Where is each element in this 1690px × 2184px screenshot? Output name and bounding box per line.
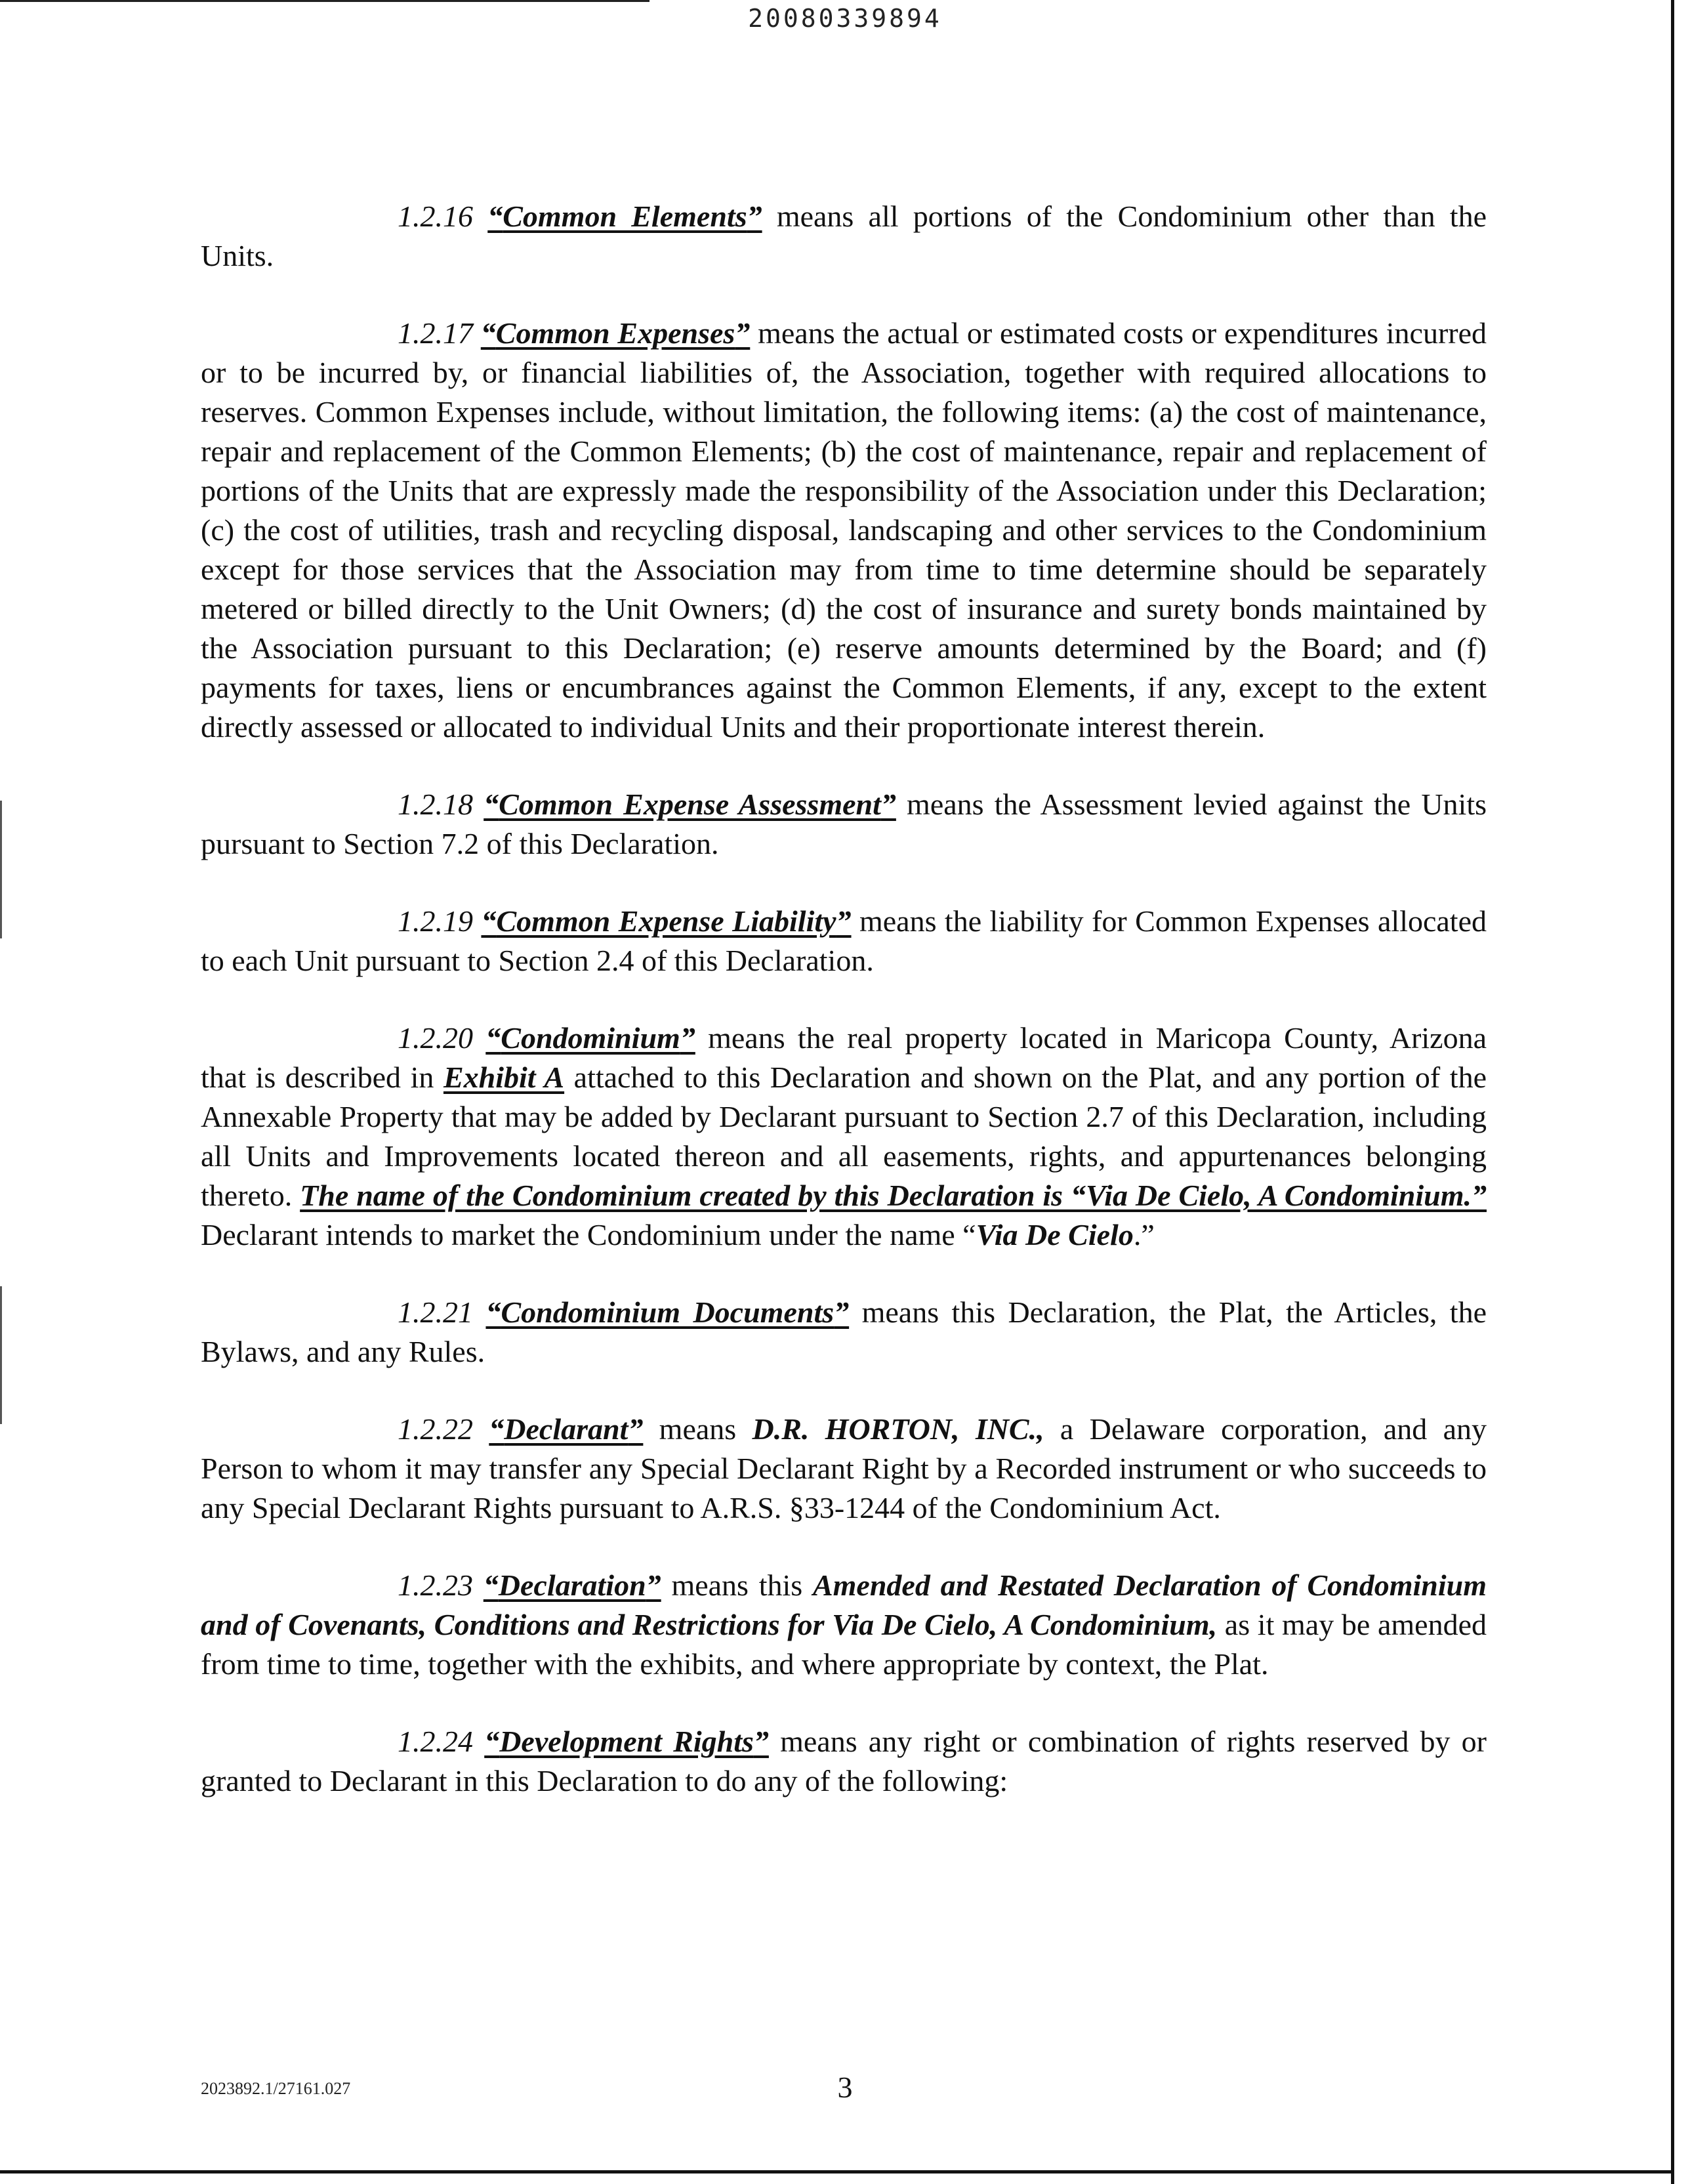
- declaration-title: Amended and Restated Declaration of Condominium and of Covenants, Conditions and Restrictions for Via De Cielo, A Condominium,: [201, 1568, 1487, 1641]
- top-rule: [0, 0, 649, 2]
- exhibit-reference: Exhibit A: [443, 1060, 565, 1094]
- recording-number: 20080339894: [748, 4, 942, 33]
- section-number: 1.2.17: [398, 316, 473, 350]
- section-1-2-24: [201, 1722, 1487, 1801]
- section-1-2-21: [201, 1293, 1487, 1372]
- definition-text: Declarant intends to market the Condominium under the name “: [201, 1218, 976, 1251]
- definition-text: a Delaware corporation, and any Person to whom it may transfer any Special Declarant Right by a Recorded instrument or who succeeds to any Special Declarant Rights pursuant to A.R.S. §33-1244 of the Condominium Act.: [201, 1412, 1487, 1524]
- section-number: 1.2.16: [398, 200, 473, 233]
- condominium-name-statement: The name of the Condominium created by this Declaration is “Via De Cielo, A Condominium.”: [300, 1179, 1487, 1212]
- section-number: 1.2.23: [398, 1568, 473, 1602]
- page-number: 3: [837, 2070, 853, 2104]
- section-number: 1.2.18: [398, 788, 473, 821]
- section-number: 1.2.21: [398, 1295, 473, 1329]
- defined-term: “Condominium Documents”: [485, 1295, 850, 1329]
- section-1-2-23: [201, 1566, 1487, 1684]
- definition-text: means this: [661, 1568, 813, 1602]
- section-number: 1.2.22: [398, 1412, 473, 1446]
- declarant-entity: D.R. HORTON, INC.,: [752, 1412, 1044, 1446]
- definition-text: means the Assessment levied against the Units pursuant to Section 7.2 of this Declaration.: [201, 788, 1487, 860]
- definition-text: means the actual or estimated costs or expenditures incurred or to be incurred by, or financial liabilities of, the Association, together with required allocations to reserves. Common Expenses include, without limitation, the following items: (a) the cost of maintenance, repair and replacement of the Common Elements; (b) the cost of maintenance, repair and replacement of portions of the Units that are expressly made the responsibility of the Association under this Declaration; (c) the cost of utilities, trash and recycling disposal, landscaping and other services to the Condominium except for those services that the Association may from time to time determine should be separately metered or billed directly to the Unit Owners; (d) the cost of insurance and surety bonds maintained by the Association pursuant to this Declaration; (e) reserve amounts determined by the Board; and (f) payments for taxes, liens or encumbrances against the Common Elements, if any, except to the extent directly assessed or allocated to individual Units and their proportionate interest therein.: [201, 316, 1487, 744]
- section-number: 1.2.20: [398, 1021, 473, 1055]
- market-name: Via De Cielo: [976, 1218, 1134, 1251]
- definition-text: means: [643, 1412, 752, 1446]
- section-number: 1.2.19: [398, 904, 473, 938]
- section-1-2-16: [201, 197, 1487, 276]
- section-1-2-17: [201, 314, 1487, 747]
- definition-text: means the real property located in Maricopa County, Arizona that is described in: [201, 1021, 1487, 1094]
- definition-text: attached to this Declaration and shown on the Plat, and any portion of the Annexable Property that may be added by Declarant pursuant to Section 2.7 of this Declaration, including all Units and Improvements located thereon and all easements, rights, and appurtenances belonging thereto.: [201, 1060, 1487, 1212]
- definition-text: as it may be amended from time to time, together with the exhibits, and where appropriate by context, the Plat.: [201, 1608, 1487, 1681]
- section-1-2-22: [201, 1410, 1487, 1528]
- right-border: [1671, 0, 1674, 2184]
- defined-term: “Common Expense Assessment”: [484, 788, 896, 821]
- margin-scan-mark: [0, 1286, 2, 1424]
- defined-term: “Condominium”: [485, 1021, 695, 1055]
- section-1-2-19: [201, 902, 1487, 980]
- definition-text: .”: [1133, 1218, 1155, 1251]
- section-number: 1.2.24: [398, 1725, 473, 1758]
- definition-text: means all portions of the Condominium other than the Units.: [201, 200, 1487, 272]
- margin-scan-mark: [0, 801, 2, 938]
- defined-term: “Common Elements”: [487, 200, 762, 233]
- defined-term: “Development Rights”: [484, 1725, 769, 1758]
- section-1-2-18: [201, 785, 1487, 864]
- defined-term: “Common Expenses”: [480, 316, 751, 350]
- defined-term: “Declarant”: [489, 1412, 644, 1446]
- defined-term: “Common Expense Liability”: [481, 904, 852, 938]
- document-body: [201, 197, 1487, 1839]
- definition-text: means the liability for Common Expenses allocated to each Unit pursuant to Section 2.4 of this Declaration.: [201, 904, 1487, 977]
- definition-text: means any right or combination of rights reserved by or granted to Declarant in this Declaration to do any of the following:: [201, 1725, 1487, 1797]
- document-number: 2023892.1/27161.027: [201, 2079, 351, 2098]
- section-1-2-20: [201, 1018, 1487, 1255]
- definition-text: means this Declaration, the Plat, the Articles, the Bylaws, and any Rules.: [201, 1295, 1487, 1368]
- bottom-border: [0, 2170, 1674, 2174]
- defined-term: “Declaration”: [483, 1568, 661, 1602]
